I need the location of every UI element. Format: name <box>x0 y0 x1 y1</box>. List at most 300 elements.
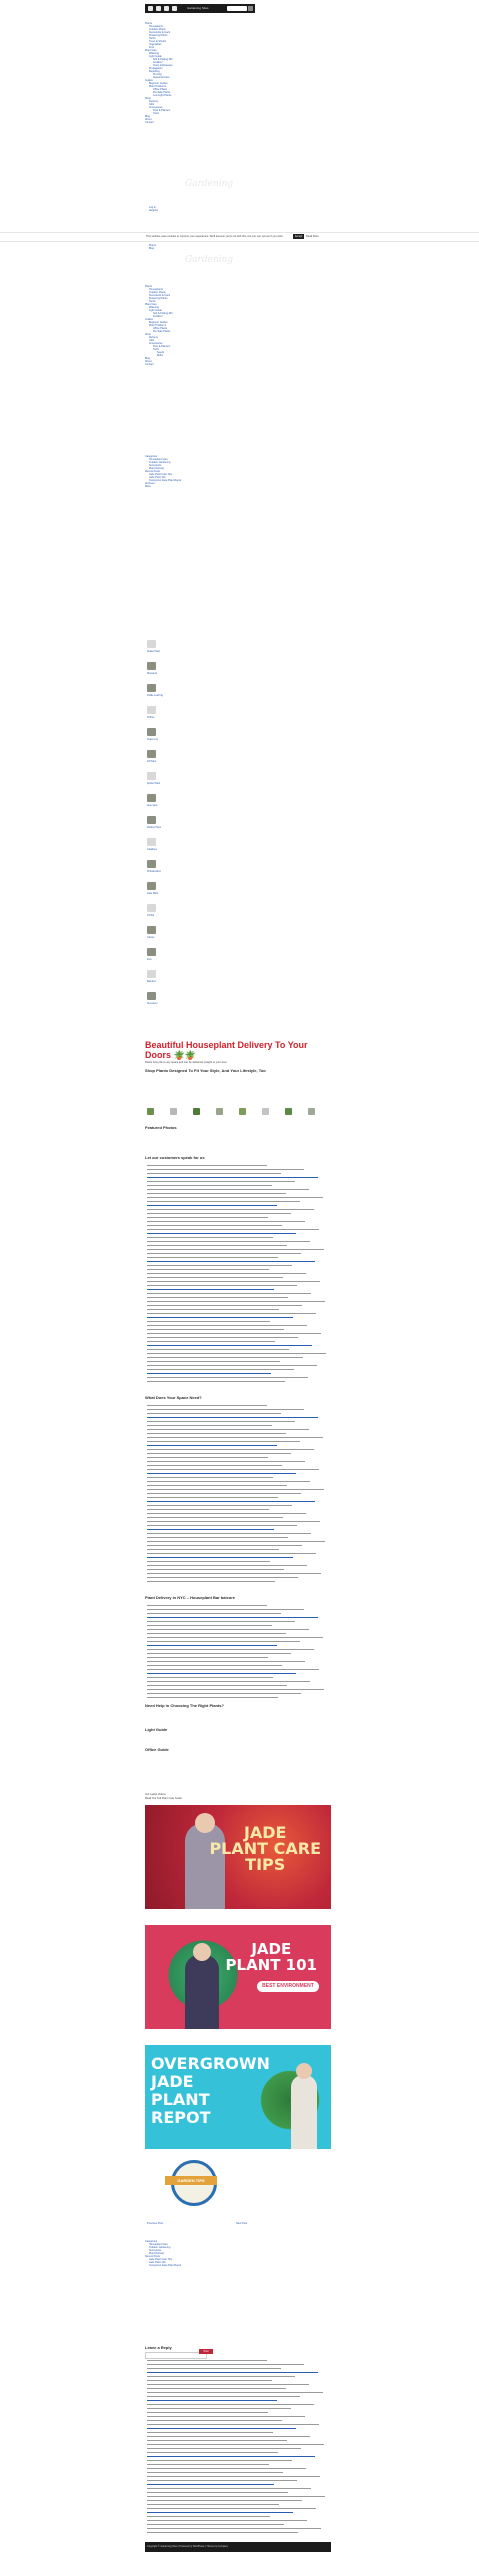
nav-item[interactable]: Plants <box>145 22 152 25</box>
nav-item[interactable]: Succulents <box>149 2249 162 2252</box>
text-line <box>147 1505 292 1506</box>
nav-item[interactable]: Plants <box>145 285 152 288</box>
user-icon[interactable] <box>164 6 169 11</box>
text-line <box>147 1549 279 1550</box>
banner2-line2: PLANT 101 <box>225 1956 317 1974</box>
photos-heading: Featured Photos <box>145 1125 177 1130</box>
article-section <box>145 1793 331 1800</box>
banner1-line1: JADE <box>243 1823 287 1842</box>
nav-item[interactable]: Outdoor Plants <box>149 28 166 31</box>
nav-item[interactable]: Beginner Guides <box>149 82 168 85</box>
nav-item[interactable]: Guides <box>145 79 153 82</box>
text-line <box>147 2424 319 2425</box>
text-line <box>147 1369 294 1370</box>
text-line <box>147 2504 279 2505</box>
plant-thumbnail-caption[interactable]: Rubber Plant <box>147 826 161 829</box>
nav-item[interactable]: Herbs <box>149 300 156 303</box>
text-line <box>147 2420 282 2421</box>
text-line <box>147 1573 321 1574</box>
text-line <box>147 1533 311 1534</box>
article-section <box>145 1727 331 1732</box>
space-heading: What Does Your Space Need? <box>145 1395 202 1400</box>
nav-item[interactable]: About <box>145 118 152 121</box>
nav-item[interactable]: Plant Delivery <box>149 467 165 470</box>
text-line <box>147 1489 324 1490</box>
nav-item[interactable]: Tools <box>153 112 159 115</box>
plant-thumbnail[interactable] <box>147 838 156 846</box>
plant-thumbnail-caption[interactable]: Fiddle Leaf Fig <box>147 694 163 697</box>
text-line <box>147 1477 273 1478</box>
text-line <box>147 1233 296 1234</box>
text-line <box>147 2476 320 2477</box>
text-line <box>147 1561 270 1562</box>
text-line <box>147 1281 320 1282</box>
nav-item[interactable]: Houseplant Care <box>149 458 168 461</box>
register-link[interactable]: Register <box>149 209 159 212</box>
text-line <box>147 1381 285 1382</box>
text-line <box>147 1413 281 1414</box>
product-photo[interactable] <box>239 1108 246 1115</box>
text-line <box>147 1613 281 1614</box>
search-input[interactable] <box>227 6 247 11</box>
text-line <box>147 1445 277 1446</box>
header-links <box>145 244 255 250</box>
nav-item[interactable]: Jade Plant 101 <box>149 2261 166 2264</box>
text-line <box>147 1293 311 1294</box>
text-line <box>147 1329 284 1330</box>
nav-item[interactable]: Accessories <box>149 106 163 109</box>
article-content <box>145 1040 331 1073</box>
text-line <box>147 2484 274 2485</box>
text-line <box>147 1409 304 1410</box>
nav-item[interactable]: Seasonal Care <box>153 76 170 79</box>
text-line <box>147 1217 268 1218</box>
text-line <box>147 1181 295 1182</box>
text-line <box>147 1565 307 1566</box>
post-comment-button[interactable]: Post Comment <box>200 2350 212 2358</box>
text-line <box>147 1513 306 1514</box>
nav-item[interactable]: Tools <box>153 348 159 351</box>
product-photo[interactable] <box>285 1108 292 1115</box>
text-line <box>147 2488 311 2489</box>
nav-item[interactable]: Pests & Diseases <box>153 64 173 67</box>
nav-item[interactable]: Jade Plant Care Tips <box>149 473 173 476</box>
plant-thumbnail-caption[interactable]: Bamboo <box>147 980 156 983</box>
nav-item[interactable]: Gifts <box>149 103 155 106</box>
banner3-line2: JADE <box>151 2072 194 2091</box>
text-line <box>147 1521 320 1522</box>
text-line <box>147 1693 301 1694</box>
delivery-heading: Plant Delivery in NYC – Houseplant Bar balcore <box>145 1595 236 1600</box>
text-line <box>147 1277 283 1278</box>
nav-item[interactable]: Shop <box>145 97 151 100</box>
plant-thumbnail[interactable] <box>147 662 156 670</box>
nav-item[interactable]: Accessories <box>149 342 163 345</box>
text-line <box>147 1669 319 1670</box>
product-photo[interactable] <box>193 1108 200 1115</box>
text-line <box>147 1645 277 1646</box>
text-line <box>147 1425 272 1426</box>
text-line <box>147 1365 317 1366</box>
nav-item[interactable]: Flowering Plants <box>149 297 168 300</box>
person-head <box>193 1943 211 1961</box>
plant-thumbnail-caption[interactable]: Spider Plant <box>147 782 161 785</box>
nav-item[interactable]: Categories <box>145 2240 158 2243</box>
nav-item[interactable]: Light Guide <box>149 309 162 312</box>
site-logo[interactable]: Gardening <box>185 179 234 189</box>
home-icon[interactable] <box>148 6 153 11</box>
nav-item[interactable]: Pet Safe Plants <box>153 91 171 94</box>
nav-item[interactable]: Jade Plant Care Tips <box>149 2258 173 2261</box>
nav-item[interactable]: Plant Problems <box>149 324 166 327</box>
text-line <box>147 1617 318 1618</box>
text-line <box>147 1449 314 1450</box>
text-line <box>147 1465 282 1466</box>
text-line <box>147 1697 278 1698</box>
text-line <box>147 1545 302 1546</box>
care-guide-link[interactable]: Read Our Full Plant Care Guide <box>145 1796 182 1800</box>
plant-thumbnail-caption[interactable]: Succulent <box>147 1002 158 1005</box>
jade-plant-101-banner[interactable] <box>145 1925 331 2029</box>
plant-thumbnail[interactable] <box>147 970 156 978</box>
nav-item[interactable]: Guides <box>145 318 153 321</box>
nav-item[interactable]: Propagation <box>149 67 163 70</box>
jade-care-tips-banner[interactable] <box>145 1805 331 1909</box>
nav-item[interactable]: Categories <box>145 455 158 458</box>
nav-item[interactable]: Shop <box>145 333 151 336</box>
product-photo[interactable] <box>216 1108 223 1115</box>
text-line <box>147 1229 319 1230</box>
nav-item[interactable]: Office Plants <box>153 88 168 91</box>
text-line <box>147 1541 325 1542</box>
product-photo[interactable] <box>262 1108 269 1115</box>
nav-item[interactable]: Blog <box>145 357 151 360</box>
nav-item[interactable]: Pet Safe Plants <box>153 330 171 333</box>
cookie-accept-button[interactable]: Accept <box>294 235 303 238</box>
text-line <box>147 2456 315 2457</box>
text-line <box>147 1325 307 1326</box>
help-heading: Need Help in Choosing The Right Plants? <box>145 1703 224 1708</box>
nav-item[interactable]: Recent Posts <box>145 470 160 473</box>
text-line <box>147 1537 288 1538</box>
text-line <box>147 2372 318 2373</box>
text-line <box>147 2464 269 2465</box>
text-line <box>147 1661 305 1662</box>
garden-badge <box>165 2160 217 2212</box>
text-line <box>147 1373 271 1374</box>
nav-item[interactable]: Plant Problems <box>149 85 166 88</box>
text-line <box>147 2528 321 2529</box>
text-line <box>147 2428 296 2429</box>
text-line <box>147 2508 316 2509</box>
product-photo[interactable] <box>170 1108 177 1115</box>
text-line <box>147 1377 308 1378</box>
comment-form <box>145 2345 331 2359</box>
text-line <box>147 1621 295 1622</box>
nav-item[interactable]: Bulbs <box>157 354 164 357</box>
main-navigation <box>145 22 255 124</box>
nav-item[interactable]: Jade Plant 101 <box>149 476 166 479</box>
text-line <box>147 1361 280 1362</box>
plant-thumbnail-caption[interactable]: Orchid <box>147 914 155 917</box>
light-heading: Light Guide <box>145 1727 168 1732</box>
plant-thumbnail[interactable] <box>147 772 156 780</box>
plant-thumbnail[interactable] <box>147 750 156 758</box>
nav-item[interactable]: Office Plants <box>153 327 168 330</box>
product-photo[interactable] <box>308 1108 315 1115</box>
nav-item[interactable]: Light Guide <box>149 55 162 58</box>
text-line <box>147 1265 292 1266</box>
article-section <box>145 1395 331 1400</box>
text-line <box>147 2380 272 2381</box>
text-line <box>147 1689 324 1690</box>
nav-item[interactable]: Watering <box>149 306 159 309</box>
search-icon[interactable] <box>248 6 253 11</box>
nav-item[interactable]: Houseplants <box>149 25 163 28</box>
nav-item[interactable]: Archives <box>145 482 155 485</box>
nav-item[interactable]: Pots & Planters <box>153 345 171 348</box>
text-line <box>147 1557 293 1558</box>
text-line <box>147 1257 278 1258</box>
text-line <box>147 1213 291 1214</box>
text-line <box>147 1417 318 1418</box>
nav-item[interactable]: Repotting <box>149 70 160 73</box>
plant-thumbnail[interactable] <box>147 728 156 736</box>
text-line <box>147 2492 288 2493</box>
text-line <box>147 2480 297 2481</box>
nav-item[interactable]: Fruit <box>149 46 154 49</box>
nav-item[interactable]: Outdoor Gardening <box>149 461 171 464</box>
text-line <box>147 2388 286 2389</box>
plant-thumbnail-caption[interactable]: Peace Lily <box>147 738 159 741</box>
plant-thumbnail[interactable] <box>147 816 156 824</box>
plant-thumbnail-caption[interactable]: Jade Plant <box>147 892 159 895</box>
plant-thumbnail[interactable] <box>147 860 156 868</box>
text-line <box>147 1169 304 1170</box>
comments-heading: Leave a Reply <box>145 2345 172 2350</box>
text-line <box>147 1317 293 1318</box>
text-line <box>147 1653 291 1654</box>
nav-item[interactable]: Herbs <box>149 37 156 40</box>
text-line <box>147 1309 279 1310</box>
text-line <box>147 2452 278 2453</box>
plant-thumbnail[interactable] <box>147 904 156 912</box>
text-line <box>147 1609 304 1610</box>
plant-thumbnail[interactable] <box>147 684 156 692</box>
nav-item[interactable]: Gifts <box>149 339 155 342</box>
nav-item[interactable]: Contact <box>145 121 154 124</box>
text-line <box>147 2532 298 2533</box>
nav-item[interactable]: Plant Care <box>145 49 157 52</box>
nav-item[interactable]: About <box>145 360 152 363</box>
nav-item[interactable]: Fertilizer <box>153 61 163 64</box>
plant-thumbnail-caption[interactable]: Aloe Vera <box>147 804 158 807</box>
overgrown-jade-repot-banner[interactable] <box>145 2045 331 2149</box>
shop-heading: Shop Plants Designed To Fit Your Style, And Your Lifestyle, Too <box>145 1068 266 1074</box>
nav-item[interactable]: Houseplant Care <box>149 2243 168 2246</box>
person-photo <box>185 1955 219 2029</box>
nav-item[interactable]: Soil & Potting Mix <box>153 312 173 315</box>
plant-thumbnail-caption[interactable]: Monstera <box>147 672 157 675</box>
cookie-read-more-link[interactable]: Read More <box>306 235 319 238</box>
text-line <box>147 1501 315 1502</box>
text-line <box>147 2516 270 2517</box>
text-line <box>147 1333 321 1334</box>
bottom-widgets <box>145 2240 255 2267</box>
text-line <box>147 1221 305 1222</box>
nav-item[interactable]: Plant Care <box>145 303 157 306</box>
nav-item[interactable]: Succulents <box>149 464 162 467</box>
text-line <box>147 2384 309 2385</box>
text-line <box>147 1313 316 1314</box>
nav-item[interactable]: Plant Delivery <box>149 2252 165 2255</box>
text-line <box>147 2520 307 2521</box>
text-line <box>147 2408 291 2409</box>
banner1-line3: TIPS <box>245 1855 286 1874</box>
plant-thumbnail[interactable] <box>147 706 156 714</box>
plant-thumbnail[interactable] <box>147 882 156 890</box>
sidebar-widgets <box>145 455 255 488</box>
plant-thumbnail[interactable] <box>147 926 156 934</box>
person-head <box>296 2063 312 2079</box>
nav-item[interactable]: Outdoor Gardening <box>149 2246 171 2249</box>
text-line <box>147 1493 301 1494</box>
mobile-navigation <box>145 285 255 366</box>
text-line <box>147 2412 268 2413</box>
plant-thumbnail[interactable] <box>147 640 156 648</box>
site-logo-2[interactable]: Gardening <box>185 255 234 265</box>
nav-item[interactable]: Watering <box>149 52 159 55</box>
text-line <box>147 1441 300 1442</box>
text-line <box>147 2416 305 2417</box>
plant-thumbnail-caption[interactable]: Calathea <box>147 848 157 851</box>
text-line <box>147 2404 314 2405</box>
text-line <box>147 1297 288 1298</box>
nav-item[interactable]: Blog <box>145 115 151 118</box>
text-line <box>147 1629 309 1630</box>
header-link[interactable]: Blog <box>149 247 155 250</box>
nav-item[interactable]: Meta <box>145 485 151 488</box>
latest-videos-link[interactable]: Our Latest Videos <box>145 1793 166 1796</box>
plant-thumbnail-caption[interactable]: Philodendron <box>147 870 162 873</box>
text-line <box>147 1345 312 1346</box>
text-line <box>147 1553 316 1554</box>
site-footer: Copyright © Gardening Sites | Powered by WordPress | Theme by Company <box>145 2542 331 2552</box>
text-line <box>147 1165 267 1166</box>
text-line <box>147 1437 323 1438</box>
text-line <box>147 2472 283 2473</box>
top-admin-bar <box>145 4 255 13</box>
nav-item[interactable]: Contact <box>145 363 154 366</box>
text-line <box>147 1249 324 1250</box>
nav-item[interactable]: Overgrown Jade Plant Repot <box>149 2264 182 2267</box>
article-section <box>145 1747 331 1752</box>
banner2-line1: JADE <box>251 1940 292 1958</box>
text-line <box>147 1173 281 1174</box>
plant-thumbnail[interactable] <box>147 794 156 802</box>
comment-icon[interactable] <box>172 6 177 11</box>
nav-item[interactable]: Delivery <box>149 336 159 339</box>
text-line <box>147 1453 291 1454</box>
plant-thumbnail[interactable] <box>147 948 156 956</box>
text-line <box>147 1245 287 1246</box>
text-line <box>147 1429 309 1430</box>
login-link[interactable]: Log In <box>149 206 156 209</box>
nav-item[interactable]: Pots & Planters <box>153 109 171 112</box>
nav-item[interactable]: Recent Posts <box>145 2255 160 2258</box>
text-line <box>147 1641 300 1642</box>
text-line <box>147 1285 297 1286</box>
menu-icon[interactable] <box>156 6 161 11</box>
prev-post-link[interactable]: Previous Post <box>147 2222 164 2225</box>
text-line <box>147 1237 273 1238</box>
secondary-links <box>145 206 255 212</box>
article-title: Beautiful Houseplant Delivery To Your Doors 🪴🪴 <box>145 1040 308 1060</box>
banner3-line1: OVERGROWN <box>151 2054 270 2073</box>
nav-item[interactable]: Vegetables <box>149 43 162 46</box>
nav-item[interactable]: Outdoor Plants <box>149 291 166 294</box>
plant-thumbnail-caption[interactable]: Cactus <box>147 936 155 939</box>
nav-item[interactable]: Overgrown Jade Plant Repot <box>149 479 182 482</box>
cookie-text: This website uses cookies to improve your experience. We'll assume you're ok with this, but you can opt-out if you wish. <box>146 235 284 238</box>
text-line <box>147 1357 303 1358</box>
plant-thumbnail-caption[interactable]: Snake Plant <box>147 650 160 653</box>
text-line <box>147 1197 323 1198</box>
text-line <box>147 1225 282 1226</box>
product-photo[interactable] <box>147 1108 154 1115</box>
text-line <box>147 1261 315 1262</box>
nav-item[interactable]: Soil & Potting Mix <box>153 58 173 61</box>
plant-thumbnail-caption[interactable]: ZZ Plant <box>147 760 157 763</box>
plant-thumbnail-caption[interactable]: Pothos <box>147 716 155 719</box>
text-line <box>147 2524 284 2525</box>
article-section <box>145 1595 331 1600</box>
banner1-line2: PLANT CARE <box>209 1839 321 1858</box>
text-line <box>147 2444 324 2445</box>
banner3-line4: REPOT <box>151 2108 211 2127</box>
text-line <box>147 1353 326 1354</box>
text-line <box>147 2512 293 2513</box>
comment-textarea[interactable] <box>145 2352 207 2359</box>
nav-item[interactable]: Delivery <box>149 100 159 103</box>
plant-thumbnail-caption[interactable]: Fern <box>147 958 152 961</box>
nav-item[interactable]: Pruning <box>153 73 162 76</box>
nav-item[interactable]: Seeds <box>157 351 165 354</box>
site-title[interactable]: Gardening Sites <box>187 6 209 10</box>
text-line <box>147 1633 286 1634</box>
nav-item[interactable]: Low Light Plants <box>153 94 172 97</box>
header-link[interactable]: Plants <box>149 244 156 247</box>
text-line <box>147 1685 287 1686</box>
nav-item[interactable]: Succulents & Cacti <box>149 31 170 34</box>
nav-item[interactable]: Houseplants <box>149 288 163 291</box>
text-line <box>147 2368 281 2369</box>
nav-item[interactable]: Fertilizer <box>153 315 163 318</box>
text-line <box>147 1289 274 1290</box>
text-line <box>147 1673 296 1674</box>
next-post-link[interactable]: Next Post <box>236 2222 248 2225</box>
nav-item[interactable]: Beginner Guides <box>149 321 168 324</box>
nav-item[interactable]: Succulents & Cacti <box>149 294 170 297</box>
text-line <box>147 1497 278 1498</box>
nav-item[interactable]: Flowering Plants <box>149 34 168 37</box>
article-intro: Plants bring life to any space and can be delivered straight to your door. <box>145 1061 228 1064</box>
text-line <box>147 1509 269 1510</box>
text-line <box>147 2392 323 2393</box>
article-section <box>145 1155 331 1160</box>
plant-thumbnail[interactable] <box>147 992 156 1000</box>
nav-item[interactable]: Trees & Shrubs <box>149 40 167 43</box>
